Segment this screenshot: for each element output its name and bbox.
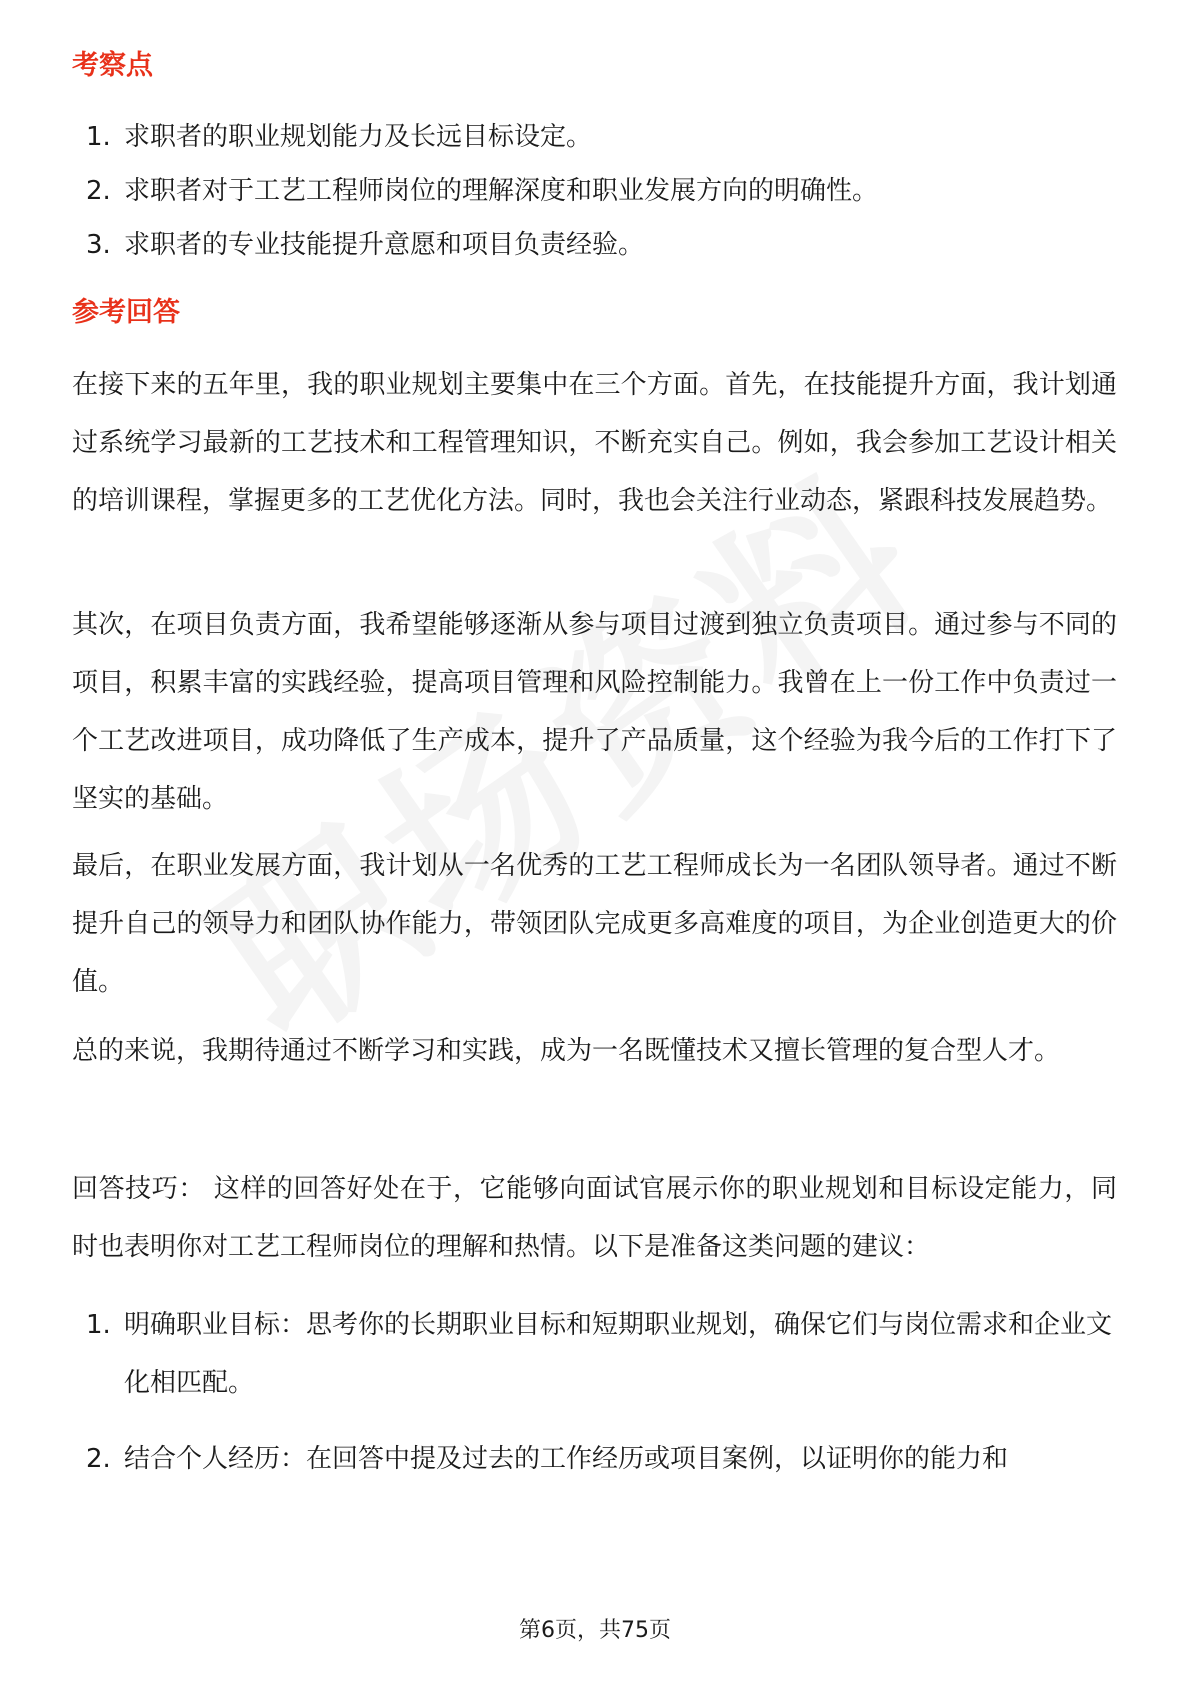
list-item-text: 求职者对于工艺工程师岗位的理解深度和职业发展方向的明确性。	[124, 176, 879, 206]
section-title-reference-answer: 参考回答	[72, 297, 180, 328]
list-number: 1.	[86, 122, 111, 152]
list-item	[72, 1296, 1122, 1412]
list-number: 1.	[86, 1310, 111, 1340]
list-number: 2.	[86, 1444, 111, 1474]
page-number: 第6页，共75页	[519, 1618, 671, 1643]
paragraph: 最后，在职业发展方面，我计划从一名优秀的工艺工程师成长为一名团队领导者。通过不断提升自己的领导力和团队协作能力，带领团队完成更多高难度的项目，为企业创造更大的价值。	[72, 851, 1117, 997]
paragraph-answer-tips: 回答技巧： 这样的回答好处在于，它能够向面试官展示你的职业规划和目标设定能力，同时也表明你对工艺工程师岗位的理解和热情。以下是准备这类问题的建议：	[72, 1174, 1117, 1262]
list-item	[72, 1430, 1122, 1488]
list-item	[72, 216, 1122, 274]
list-item-text: 结合个人经历：在回答中提及过去的工作经历或项目案例，以证明你的能力和	[124, 1444, 1009, 1474]
list-item-text: 求职者的职业规划能力及长远目标设定。	[124, 122, 593, 152]
list-number: 3.	[86, 230, 111, 260]
list-item	[72, 108, 1122, 166]
paragraph: 在接下来的五年里，我的职业规划主要集中在三个方面。首先，在技能提升方面，我计划通过系统学习最新的工艺技术和工程管理知识，不断充实自己。例如，我会参加工艺设计相关的培训课程，掌握更多的工艺优化方法。同时，我也会关注行业动态，紧跟科技发展趋势。	[72, 370, 1117, 516]
list-item-text: 求职者的专业技能提升意愿和项目负责经验。	[124, 230, 645, 260]
list-number: 2.	[86, 176, 111, 206]
paragraph: 其次，在项目负责方面，我希望能够逐渐从参与项目过渡到独立负责项目。通过参与不同的项目，积累丰富的实践经验，提高项目管理和风险控制能力。我曾在上一份工作中负责过一个工艺改进项目，成功降低了生产成本，提升了产品质量，这个经验为我今后的工作打下了坚实的基础。	[72, 610, 1117, 814]
paragraph: 总的来说，我期待通过不断学习和实践，成为一名既懂技术又擅长管理的复合型人才。	[72, 1036, 1061, 1066]
list-item	[72, 162, 1122, 220]
list-item-text: 明确职业目标：思考你的长期职业目标和短期职业规划，确保它们与岗位需求和企业文化相匹配。	[124, 1310, 1113, 1398]
section-title-exam-points: 考察点	[72, 50, 153, 81]
